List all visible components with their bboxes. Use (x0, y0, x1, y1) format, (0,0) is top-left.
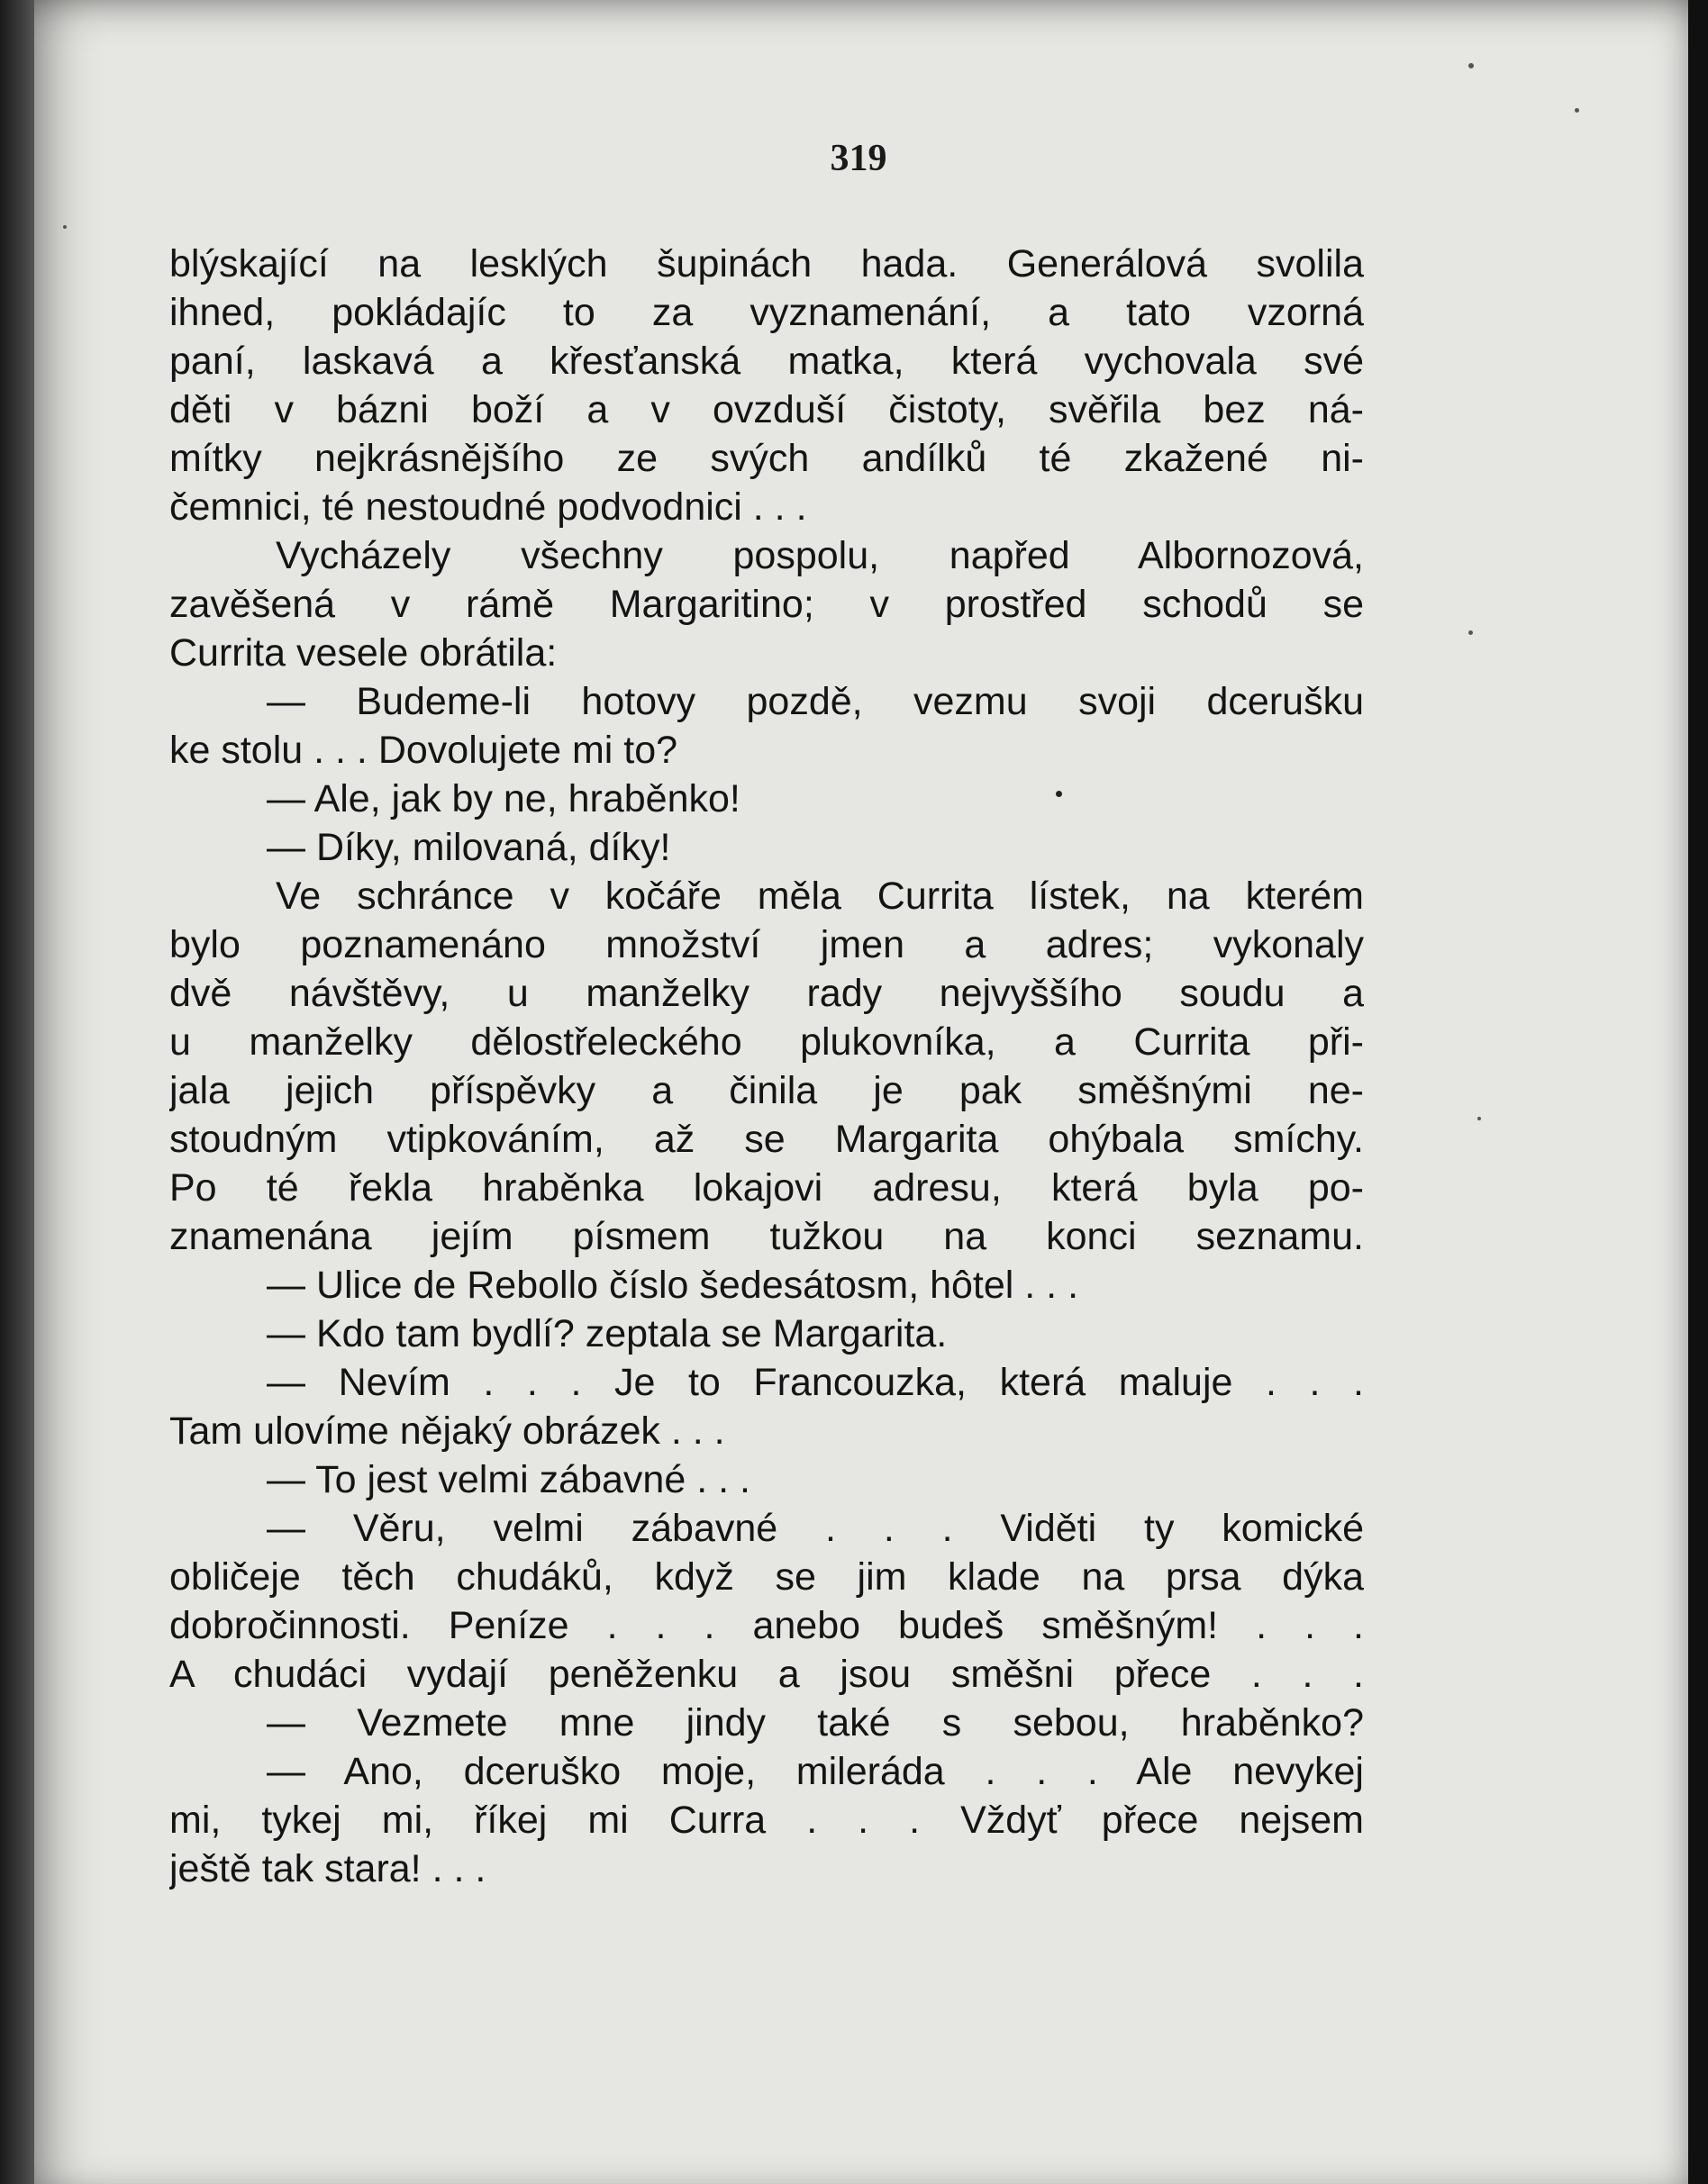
dialogue-line: — Vezmete mne jindy také s sebou, hraběnko? (267, 1701, 1364, 1744)
text-line: ještě tak stara! . . . (169, 1847, 486, 1890)
body-text (169, 240, 1364, 1893)
text-line: stoudným vtipkováním, až se Margarita ohýbala smíchy. (169, 1118, 1364, 1161)
text-line: dvě návštěvy, u manželky rady nejvyššího soudu a (169, 972, 1364, 1015)
text-line: mi, tykej mi, říkej mi Curra . . . Vždyť přece nejsem (169, 1799, 1364, 1842)
text-line: Po té řekla hraběnka lokajovi adresu, která byla po- (169, 1166, 1364, 1210)
text-line: paní, laskavá a křesťanská matka, která vychovala své (169, 340, 1364, 383)
page-number: 319 (830, 138, 887, 179)
dust-speck (1468, 63, 1474, 68)
dust-speck (1477, 1117, 1481, 1120)
text-line: A chudáci vydají peněženku a jsou směšni přece . . . (169, 1653, 1364, 1696)
text-line: blýskající na lesklých šupinách hada. Generálová svolila (169, 242, 1364, 285)
dialogue-line: — Ano, dceruško moje, mileráda . . . Ale nevykej (267, 1750, 1364, 1793)
text-line: děti v bázni boží a v ovzduší čistoty, svěřila bez ná- (169, 388, 1364, 431)
dialogue-line: — Budeme-li hotovy pozdě, vezmu svoji dcerušku (267, 680, 1364, 723)
text-line: bylo poznamenáno množství jmen a adres; vykonaly (169, 923, 1364, 966)
text-line: Currita vesele obrátila: (169, 631, 558, 675)
page-gutter-shadow (0, 0, 34, 2184)
dust-speck (1468, 630, 1473, 635)
dust-speck (1575, 108, 1579, 113)
text-line: Ve schránce v kočáře měla Currita lístek, na kterém (276, 875, 1364, 918)
text-line: u manželky dělostřeleckého plukovníka, a Currita při- (169, 1020, 1364, 1064)
dialogue-line: — Ulice de Rebollo číslo šedesátosm, hôtel . . . (267, 1264, 1079, 1307)
text-line: ihned, pokládajíc to za vyznamenání, a tato vzorná (169, 291, 1364, 334)
text-line: znamenána jejím písmem tužkou na konci seznamu. (169, 1215, 1364, 1258)
text-line: Tam ulovíme nějaký obrázek . . . (169, 1409, 725, 1453)
dialogue-line: — Nevím . . . Je to Francouzka, která maluje . . . (267, 1361, 1364, 1404)
text-line: čemnici, té nestoudné podvodnici . . . (169, 485, 807, 529)
dialogue-line: — Věru, velmi zábavné . . . Viděti ty komické (267, 1507, 1364, 1550)
dust-speck (63, 225, 67, 229)
dialogue-line: — Ale, jak by ne, hraběnko! (267, 777, 740, 820)
dialogue-line: — Díky, milovaná, díky! (267, 826, 671, 869)
page-edge-shadow (1688, 0, 1708, 2184)
text-line: dobročinnosti. Peníze . . . anebo budeš směšným! . . . (169, 1604, 1364, 1647)
text-line: zavěšená v rámě Margaritino; v prostřed schodů se (169, 583, 1364, 626)
text-line: mítky nejkrásnějšího ze svých andílků té zkažené ni- (169, 437, 1364, 480)
text-line: Vycházely všechny pospolu, napřed Albornozová, (276, 534, 1364, 577)
text-line: jala jejich příspěvky a činila je pak směšnými ne- (169, 1069, 1364, 1112)
text-line: ke stolu . . . Dovolujete mi to? (169, 729, 678, 772)
dialogue-line: — Kdo tam bydlí? zeptala se Margarita. (267, 1312, 948, 1355)
text-line: obličeje těch chudáků, když se jim klade na prsa dýka (169, 1555, 1364, 1599)
dialogue-line: — To jest velmi zábavné . . . (267, 1458, 750, 1501)
